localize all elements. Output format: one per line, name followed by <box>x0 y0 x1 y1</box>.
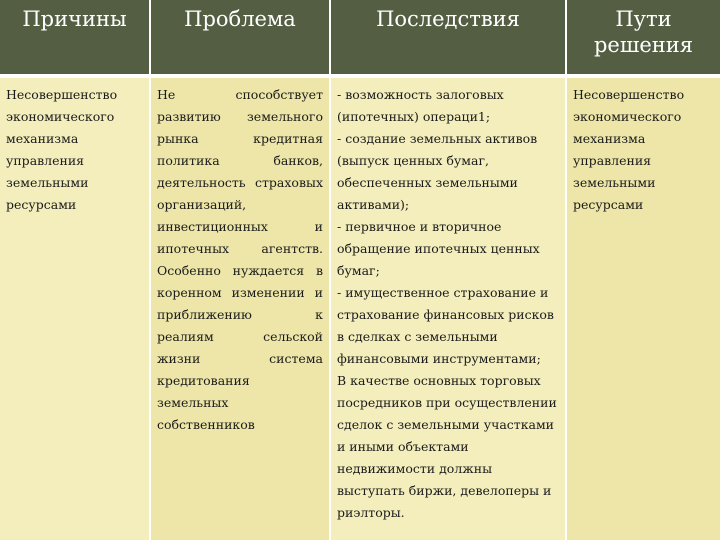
consequence-line: обеспеченных земельными <box>337 175 518 190</box>
consequence-line: - создание земельных активов <box>337 131 538 146</box>
consequence-line: посредников при осуществлении <box>337 395 557 410</box>
consequence-line: (выпуск ценных бумаг, <box>337 153 489 168</box>
cell-solutions: Несовершенство экономического механизма управления земельными ресурсами <box>566 76 720 540</box>
consequence-line: обращение ипотечных ценных <box>337 241 540 256</box>
cell-consequences <box>330 76 566 540</box>
consequence-line: В качестве основных торговых <box>337 373 541 388</box>
consequence-line: финансовыми инструментами; <box>337 351 541 366</box>
consequence-line: бумаг; <box>337 263 380 278</box>
header-reasons: Причины <box>0 0 150 76</box>
header-solutions: Пути решения <box>566 0 720 76</box>
consequence-line: - возможность залоговых <box>337 87 504 102</box>
consequence-line: и иными объектами <box>337 439 469 454</box>
consequence-line: сделок с земельными участками <box>337 417 555 432</box>
header-problem: Проблема <box>150 0 330 76</box>
consequence-line: недвижимости должны <box>337 461 493 476</box>
cell-problem: Не способствует развитию земельного рынка кредитная политика банков, деятельность страховых организаций, инвестиционных и ипотечных агентств. Особенно нуждается в коренном изменении и приближению к реалиям сельской жизни система кредитования земельных собственников <box>150 76 330 540</box>
consequence-line: - имущественное страхование и <box>337 285 549 300</box>
consequence-line: страхование финансовых рисков <box>337 307 554 322</box>
cell-reasons: Несовершенство экономического механизма управления земельными ресурсами <box>0 76 150 540</box>
table-row <box>0 76 720 540</box>
consequence-line: (ипотечных) операци1; <box>337 109 491 124</box>
header-consequences: Последствия <box>330 0 566 76</box>
consequence-line: активами); <box>337 197 410 212</box>
consequence-line: - первичное и вторичное <box>337 219 502 234</box>
consequence-line: в сделках с земельными <box>337 329 498 344</box>
consequence-line: выступать биржи, девелоперы и <box>337 483 552 498</box>
consequence-line: риэлторы. <box>337 505 405 520</box>
header-row <box>0 0 720 76</box>
